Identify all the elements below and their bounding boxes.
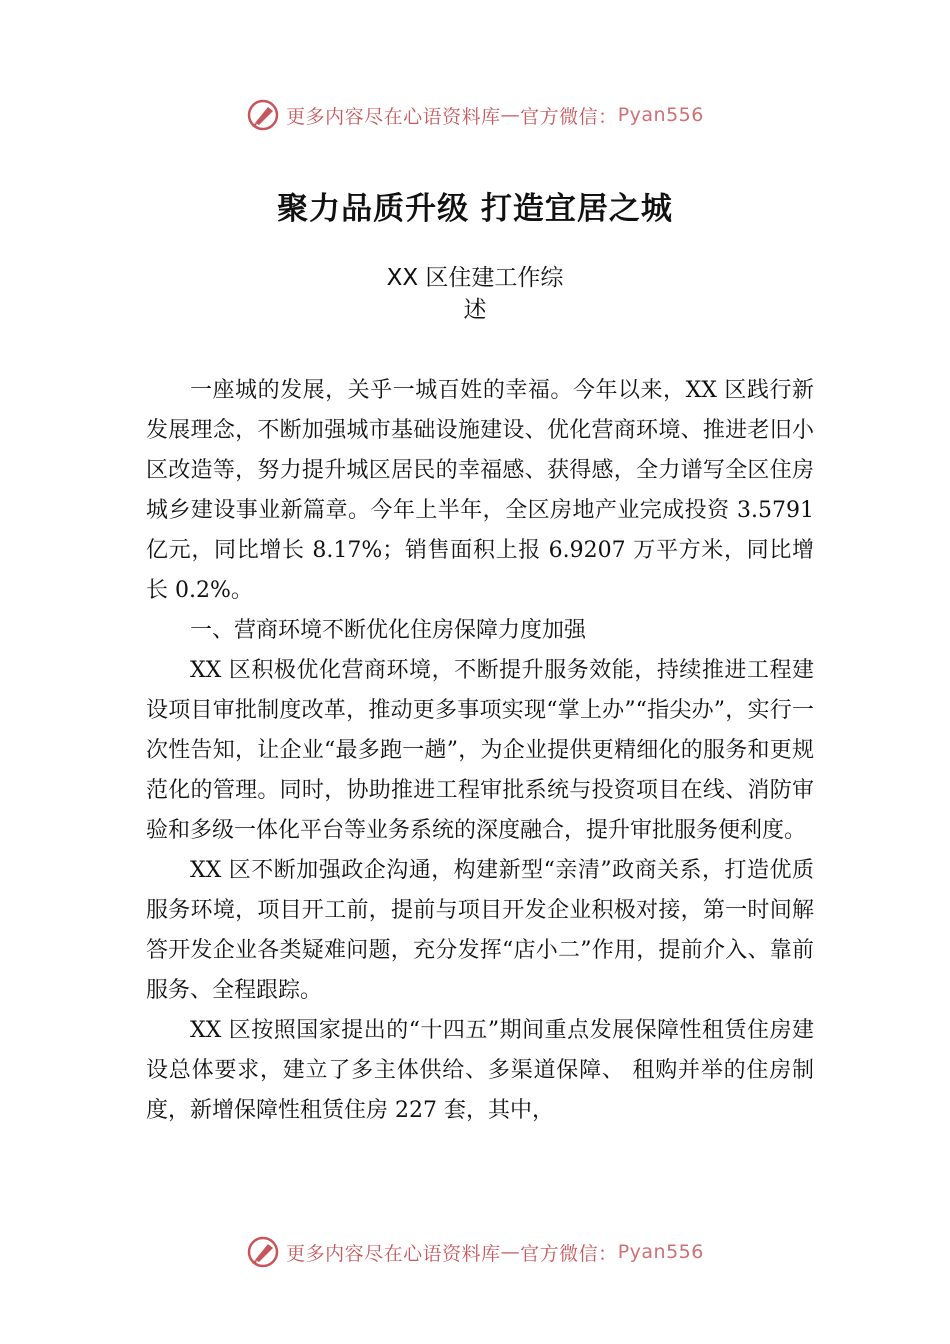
document-title: 聚力品质升级 打造宜居之城 [277,191,673,227]
watermark-dash: — [500,104,521,126]
header-watermark [0,95,950,135]
watermark-main-text: 更多内容尽在心语资料库 [286,105,501,128]
pen-nib-logo-icon [246,1235,280,1269]
pen-nib-logo-icon [246,98,280,132]
watermark-main-text: 更多内容尽在心语资料库 [286,1242,501,1265]
paragraph-housing-guarantee: XX 区按照国家提出的“十四五”期间重点发展保障性租赁住房建设总体要求，建立了多主体供给、多渠道保障、 租购并举的住房制度，新增保障性租赁住房 227 套，其中， [146,1018,814,1123]
paragraph-business-environment: XX 区积极优化营商环境，不断提升服务效能，持续推进工程建设项目审批制度改革，推动更多事项实现“掌上办”“指尖办”，实行一次性告知，让企业“最多跑一趟”，为企业提供更精细化的服务和更规范化的管理。同时，协助推进工程审批系统与投资项目在线、消防审验和多级一体化平台等业务系统的深度融合，提升审批服务便利度。 [146,658,814,843]
watermark-wechat-label: 官方微信： [520,1242,618,1265]
document-subtitle [365,262,585,326]
subtitle-line-2: 述 [463,297,487,323]
section-heading-1: 一、营商环境不断优化住房保障力度加强 [190,618,587,643]
watermark-dash: — [500,1241,521,1263]
watermark-wechat-label: 官方微信： [520,105,618,128]
watermark-wechat-id: Pyan556 [617,1241,704,1263]
document-body [146,371,814,1131]
subtitle-line-1: XX 区住建工作综 [386,265,564,291]
watermark-wechat-id: Pyan556 [617,104,704,126]
footer-watermark [0,1232,950,1272]
paragraph-government-enterprise: XX 区不断加强政企沟通，构建新型“亲清”政商关系，打造优质服务环境，项目开工前，提前与项目开发企业积极对接，第一时间解答开发企业各类疑难问题，充分发挥“店小二”作用，提前介入、靠前服务、全程跟踪。 [146,858,814,1003]
paragraph-intro: 一座城的发展，关乎一城百姓的幸福。今年以来，XX 区践行新发展理念，不断加强城市基础设施建设、优化营商环境、推进老旧小区改造等，努力提升城区居民的幸福感、获得感，全力谱写全区住房城乡建设事业新篇章。今年上半年，全区房地产业完成投资 3.5791 亿元，同比增长 8.17%；销售面积上报 6.9207 万平方米，同比增长 0.2%。 [146,378,814,603]
